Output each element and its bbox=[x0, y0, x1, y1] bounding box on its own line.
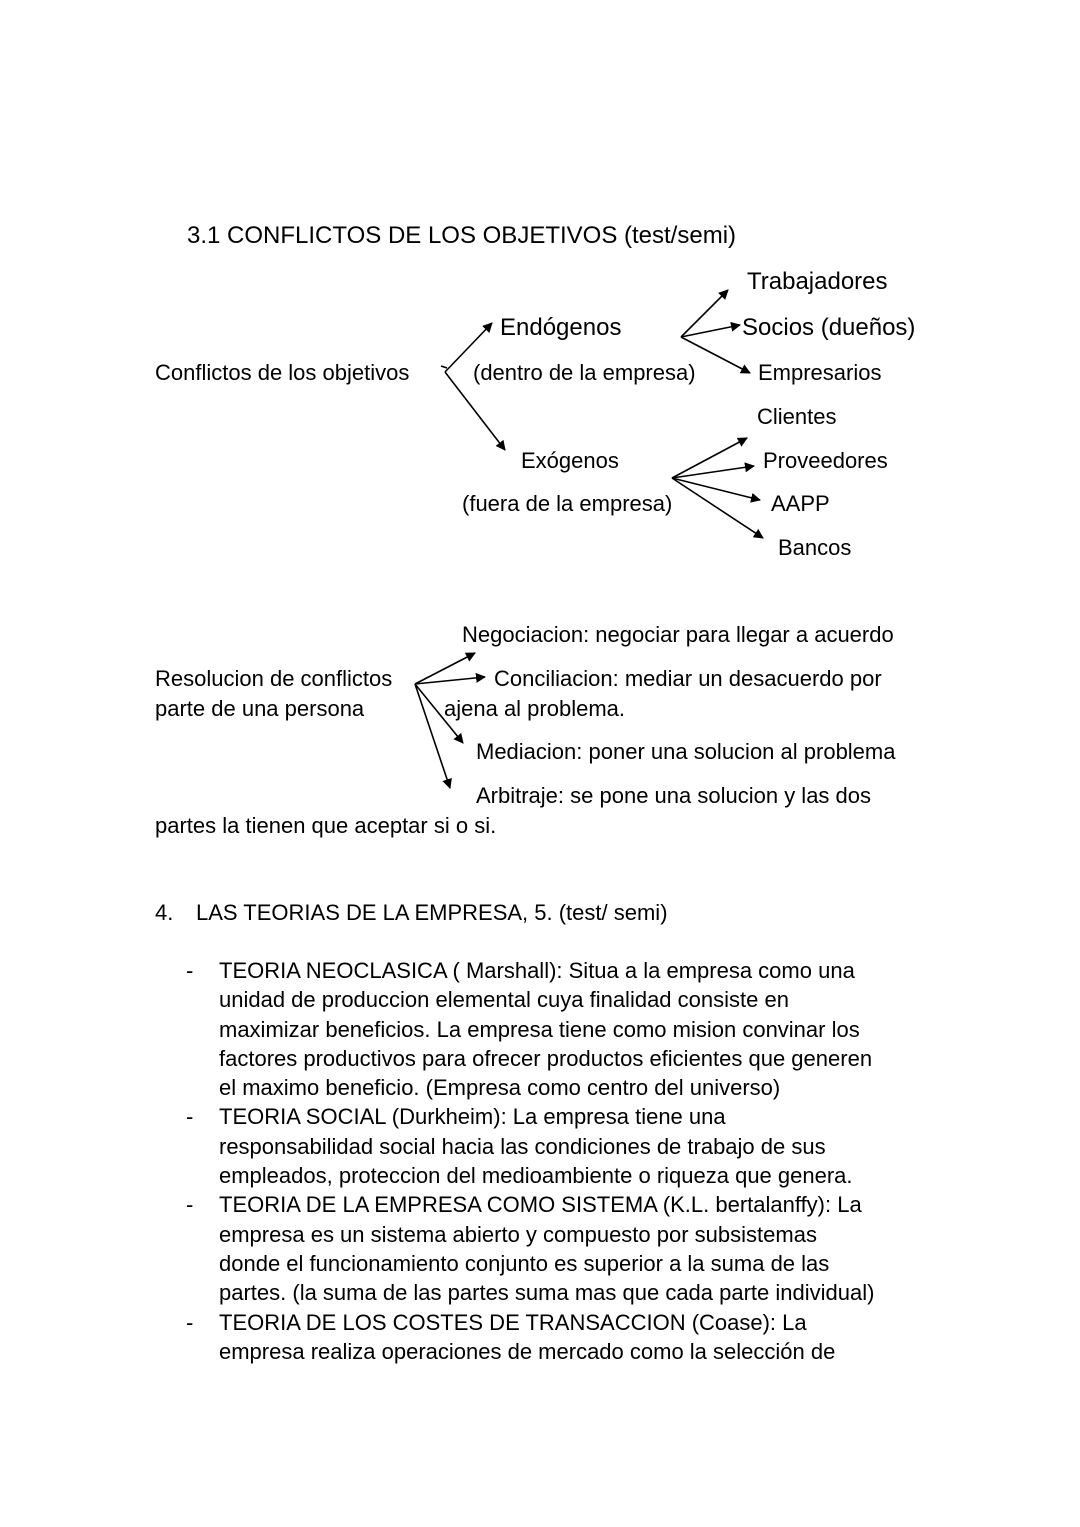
arrow-to-mediacion bbox=[415, 684, 463, 743]
endogeno-item: Socios (dueños) bbox=[742, 314, 916, 341]
exogeno-item: Clientes bbox=[757, 404, 837, 429]
list-item-line: empresa es un sistema abierto y compuesto por subsistemas bbox=[219, 1221, 817, 1247]
teorias-list bbox=[155, 956, 945, 1366]
arrow-to-arbitraje bbox=[415, 684, 450, 788]
exogenos-label: Exógenos bbox=[521, 448, 619, 473]
endogenos-sub: (dentro de la empresa) bbox=[473, 360, 696, 385]
exogeno-item: Proveedores bbox=[763, 448, 888, 473]
conciliacion-text: Conciliacion: mediar un desacuerdo por bbox=[494, 666, 882, 691]
section-number-4: 4. bbox=[155, 900, 174, 925]
arrow-to-socios bbox=[681, 325, 740, 337]
list-item bbox=[155, 1102, 945, 1190]
bullet-dash: - bbox=[186, 958, 194, 983]
negociacion-text: Negociacion: negociar para llegar a acuerdo bbox=[462, 622, 894, 647]
mediacion-text: Mediacion: poner una solucion al problema bbox=[476, 739, 896, 764]
list-item-line: donde el funcionamiento conjunto es superior a la suma de las bbox=[219, 1250, 830, 1276]
list-item-line: responsabilidad social hacia las condiciones de trabajo de sus bbox=[219, 1133, 826, 1159]
arbitraje-text-cont: partes la tienen que aceptar si o si. bbox=[155, 813, 497, 838]
arrow-to-aapp bbox=[672, 478, 760, 500]
list-item-line: el maximo beneficio. (Empresa como centro del universo) bbox=[219, 1075, 781, 1101]
endogenos-label: Endógenos bbox=[500, 314, 622, 341]
bullet-dash: - bbox=[186, 1104, 194, 1130]
list-item-line: maximizar beneficios. La empresa tiene como mision convinar los bbox=[219, 1016, 860, 1042]
section-title-3-1: 3.1 CONFLICTOS DE LOS OBJETIVOS (test/semi) bbox=[187, 222, 737, 249]
resolucion-root-line2: parte de una persona bbox=[155, 696, 365, 721]
resolucion-root-line1: Resolucion de conflictos bbox=[155, 666, 393, 691]
arrow-to-empresarios bbox=[681, 337, 750, 373]
arrow-to-endogenos bbox=[445, 323, 492, 372]
list-item bbox=[155, 1190, 945, 1307]
diagram-root-conflictos: Conflictos de los objetivos bbox=[155, 360, 410, 385]
conciliacion-text-cont: ajena al problema. bbox=[444, 696, 626, 721]
list-item-line: unidad de produccion elemental cuya finalidad consiste en bbox=[219, 987, 789, 1013]
list-item-line: partes. (la suma de las partes suma mas que cada parte individual) bbox=[219, 1280, 875, 1306]
list-item bbox=[155, 956, 945, 1102]
arbitraje-text: Arbitraje: se pone una solucion y las dos bbox=[476, 783, 872, 808]
arrow-to-exogenos bbox=[445, 372, 505, 450]
section-title-4: LAS TEORIAS DE LA EMPRESA, 5. (test/ semi) bbox=[196, 900, 668, 925]
arrow-to-trabajadores bbox=[681, 290, 728, 337]
endogeno-item: Trabajadores bbox=[747, 268, 888, 295]
list-item-line: TEORIA DE LA EMPRESA COMO SISTEMA (K.L. bertalanffy): La bbox=[219, 1192, 862, 1218]
list-item-line: TEORIA SOCIAL (Durkheim): La empresa tiene una bbox=[219, 1104, 726, 1130]
root-connector-tick bbox=[441, 366, 447, 368]
endogeno-item: Empresarios bbox=[758, 360, 882, 385]
bullet-dash: - bbox=[186, 1192, 194, 1218]
list-item-line: TEORIA DE LOS COSTES DE TRANSACCION (Coase): La bbox=[219, 1309, 807, 1335]
list-item bbox=[155, 1308, 945, 1367]
exogenos-sub: (fuera de la empresa) bbox=[462, 491, 673, 516]
exogeno-item: AAPP bbox=[771, 491, 830, 516]
list-item-line: factores productivos para ofrecer productos eficientes que generen bbox=[219, 1045, 873, 1071]
list-item-line: empleados, proteccion del medioambiente o riqueza que genera. bbox=[219, 1163, 853, 1189]
arrow-to-bancos bbox=[672, 478, 763, 538]
list-item-line: TEORIA NEOCLASICA ( Marshall): Situa a la empresa como una bbox=[219, 958, 855, 983]
list-item-line: empresa realiza operaciones de mercado como la selección de bbox=[219, 1338, 836, 1364]
bullet-dash: - bbox=[186, 1309, 194, 1335]
exogeno-item: Bancos bbox=[778, 535, 852, 560]
